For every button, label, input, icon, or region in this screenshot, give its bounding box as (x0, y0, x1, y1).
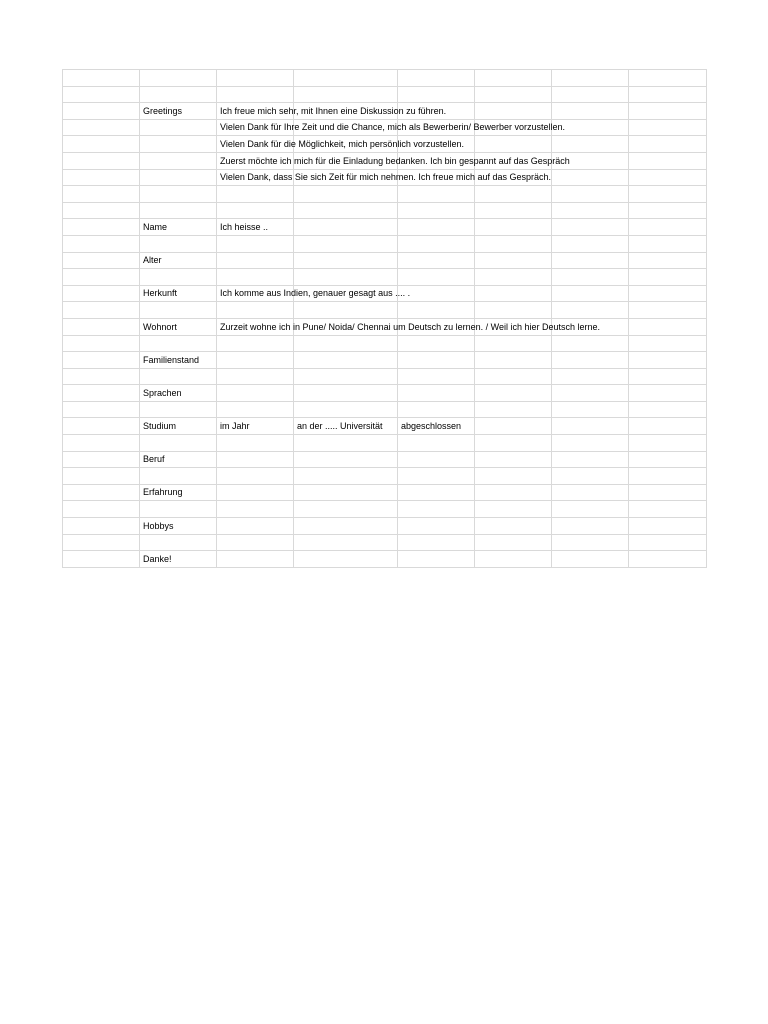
row-text-cell[interactable] (217, 252, 294, 269)
row-label-cell[interactable]: Sprachen (140, 385, 217, 402)
grid-cell[interactable] (398, 335, 475, 352)
grid-cell[interactable] (552, 202, 629, 219)
row-text-cell[interactable] (217, 435, 294, 452)
grid-cell[interactable] (629, 103, 707, 120)
grid-cell[interactable] (294, 501, 398, 518)
grid-cell[interactable] (552, 219, 629, 236)
grid-cell[interactable] (63, 169, 140, 186)
grid-cell[interactable] (629, 501, 707, 518)
row-label-cell[interactable]: Erfahrung (140, 484, 217, 501)
row-text: Vielen Dank für Ihre Zeit und die Chance, mich als Bewerberin/ Bewerber vorzustellen. (220, 122, 566, 133)
grid-cell[interactable] (294, 202, 398, 219)
grid-cell[interactable] (629, 269, 707, 286)
row-text-cell[interactable] (217, 534, 294, 551)
table-row (63, 235, 707, 252)
grid-cell[interactable] (629, 368, 707, 385)
grid-cell[interactable] (398, 484, 475, 501)
grid-cell[interactable] (294, 335, 398, 352)
grid-cell[interactable] (552, 451, 629, 468)
row-text-cell[interactable] (217, 136, 464, 153)
grid-cell[interactable] (294, 468, 398, 485)
grid-cell[interactable] (552, 136, 629, 153)
grid-cell[interactable] (63, 435, 140, 452)
grid-cell[interactable] (63, 302, 140, 319)
grid-cell[interactable] (63, 551, 140, 568)
grid-cell[interactable] (63, 352, 140, 369)
grid-cell[interactable] (398, 385, 475, 402)
grid-cell[interactable] (63, 235, 140, 252)
row-label-cell[interactable]: Familienstand (140, 352, 217, 369)
grid-cell[interactable] (552, 484, 629, 501)
grid-cell[interactable] (63, 451, 140, 468)
grid-cell[interactable] (475, 534, 552, 551)
grid-cell[interactable] (629, 70, 707, 87)
row-text-cell[interactable] (217, 451, 294, 468)
grid-cell[interactable] (294, 86, 398, 103)
row-label-cell[interactable] (140, 70, 217, 87)
grid-cell[interactable] (629, 235, 707, 252)
row-text-cell[interactable] (217, 318, 601, 335)
grid-cell[interactable] (63, 418, 140, 435)
row-label-cell[interactable] (140, 86, 217, 103)
grid-cell[interactable] (294, 252, 398, 269)
row-text-cell[interactable] (217, 368, 294, 385)
grid-cell[interactable] (552, 418, 629, 435)
row-text-cell[interactable] (217, 269, 294, 286)
grid-cell[interactable] (475, 451, 552, 468)
table-row (63, 401, 707, 418)
grid-cell[interactable] (398, 186, 475, 203)
grid-cell[interactable] (475, 435, 552, 452)
table-row (63, 484, 707, 501)
grid-cell[interactable] (398, 551, 475, 568)
grid-cell[interactable] (63, 534, 140, 551)
table-row (63, 318, 707, 335)
grid-cell[interactable] (63, 252, 140, 269)
grid-cell[interactable] (629, 518, 707, 535)
grid-cell[interactable] (552, 385, 629, 402)
row-label-cell[interactable] (140, 136, 217, 153)
grid-cell[interactable] (398, 219, 475, 236)
row-label-cell[interactable]: Herkunft (140, 285, 217, 302)
grid-cell[interactable] (294, 435, 398, 452)
grid-cell[interactable] (629, 119, 707, 136)
row-label-cell[interactable] (140, 468, 217, 485)
grid-cell[interactable] (475, 368, 552, 385)
grid-cell[interactable] (294, 186, 398, 203)
row-label-cell[interactable] (140, 169, 217, 186)
grid-cell[interactable] (398, 202, 475, 219)
grid-cell[interactable] (294, 269, 398, 286)
grid-body (63, 70, 707, 568)
grid-cell[interactable] (63, 335, 140, 352)
grid-cell[interactable] (552, 368, 629, 385)
row-text: im Jahr (220, 421, 250, 432)
grid-cell[interactable] (294, 518, 398, 535)
grid-cell[interactable] (629, 484, 707, 501)
grid-cell[interactable] (475, 501, 552, 518)
grid-cell[interactable] (63, 401, 140, 418)
table-row (63, 435, 707, 452)
grid-cell[interactable] (552, 186, 629, 203)
row-label-cell[interactable]: Danke! (140, 551, 217, 568)
row-label-cell[interactable] (140, 186, 217, 203)
grid-cell[interactable] (63, 368, 140, 385)
grid-cell[interactable] (629, 169, 707, 186)
table-row (63, 202, 707, 219)
grid-cell[interactable] (294, 70, 398, 87)
grid-cell[interactable] (63, 518, 140, 535)
grid-cell[interactable] (294, 368, 398, 385)
grid-cell[interactable] (294, 219, 398, 236)
grid-cell[interactable] (475, 269, 552, 286)
grid-cell[interactable] (294, 534, 398, 551)
grid-cell[interactable] (63, 385, 140, 402)
row-label-cell[interactable] (140, 335, 217, 352)
row-text-cell[interactable] (217, 285, 411, 302)
grid-cell[interactable] (294, 551, 398, 568)
spreadsheet-sheet (62, 69, 706, 568)
row-text-cell[interactable] (217, 186, 294, 203)
grid-cell[interactable] (63, 86, 140, 103)
grid-cell[interactable] (398, 70, 475, 87)
row-text: Ich komme aus Indien, genauer gesagt aus .... . (220, 288, 411, 299)
grid-cell[interactable] (294, 484, 398, 501)
table-row (63, 451, 707, 468)
grid-cell[interactable] (629, 418, 707, 435)
grid-cell[interactable] (475, 136, 552, 153)
grid-cell[interactable] (629, 186, 707, 203)
grid-cell[interactable] (629, 451, 707, 468)
table-row (63, 86, 707, 103)
row-label-cell[interactable]: Wohnort (140, 318, 217, 335)
grid-cell[interactable] (629, 435, 707, 452)
row-text-cell[interactable] (217, 501, 294, 518)
row-text: Vielen Dank für die Möglichkeit, mich persönlich vorzustellen. (220, 138, 464, 149)
grid-cell[interactable] (629, 385, 707, 402)
row-text-cell[interactable] (217, 119, 566, 136)
row-text-cell[interactable] (217, 219, 294, 236)
grid-cell[interactable] (629, 302, 707, 319)
row-label-cell[interactable] (140, 368, 217, 385)
row-label-cell[interactable]: Hobbys (140, 518, 217, 535)
row-label-cell[interactable]: Studium (140, 418, 217, 435)
grid-cell[interactable] (552, 518, 629, 535)
grid-cell[interactable] (63, 269, 140, 286)
grid-cell[interactable] (552, 352, 629, 369)
grid-cell[interactable] (294, 352, 398, 369)
grid-cell[interactable] (398, 302, 475, 319)
grid-cell[interactable] (475, 235, 552, 252)
grid-cell[interactable] (475, 518, 552, 535)
table-row (63, 534, 707, 551)
row-label-cell[interactable] (140, 269, 217, 286)
grid-cell[interactable] (398, 252, 475, 269)
row-text: Vielen Dank, dass Sie sich Zeit für mich nehmen. Ich freue mich auf das Gespräch. (220, 172, 551, 183)
row-col4-cell[interactable]: abgeschlossen (398, 418, 475, 435)
row-text-cell[interactable] (217, 152, 570, 169)
grid-cell[interactable] (63, 468, 140, 485)
grid-cell[interactable] (475, 484, 552, 501)
grid-cell[interactable] (63, 136, 140, 153)
grid-cell[interactable] (629, 335, 707, 352)
row-label-cell[interactable] (140, 401, 217, 418)
grid-cell[interactable] (63, 219, 140, 236)
grid-cell[interactable] (629, 534, 707, 551)
grid-cell[interactable] (552, 302, 629, 319)
table-row (63, 468, 707, 485)
table-row (63, 368, 707, 385)
grid-cell[interactable] (552, 401, 629, 418)
table-row (63, 219, 707, 236)
table-row (63, 285, 707, 302)
row-text-cell[interactable] (217, 551, 294, 568)
row-label-cell[interactable] (140, 119, 217, 136)
grid-cell[interactable] (398, 451, 475, 468)
row-label-cell[interactable]: Name (140, 219, 217, 236)
grid-cell[interactable] (629, 152, 707, 169)
grid-cell[interactable] (63, 119, 140, 136)
row-label-cell[interactable] (140, 235, 217, 252)
grid-cell[interactable] (475, 70, 552, 87)
grid-cell[interactable] (294, 385, 398, 402)
row-text-cell[interactable] (217, 385, 294, 402)
grid-cell[interactable] (552, 285, 629, 302)
grid-cell[interactable] (63, 501, 140, 518)
grid-cell[interactable] (398, 269, 475, 286)
table-row (63, 186, 707, 203)
row-text: Zurzeit wohne ich in Pune/ Noida/ Chennai um Deutsch zu lernen. / Weil ich hier Deutsch lerne. (220, 321, 601, 332)
row-label-cell[interactable] (140, 501, 217, 518)
grid-cell[interactable] (475, 302, 552, 319)
row-text-cell[interactable] (217, 484, 294, 501)
row-text-cell[interactable] (217, 468, 294, 485)
grid-cell[interactable] (294, 302, 398, 319)
grid-cell[interactable] (398, 352, 475, 369)
grid-cell[interactable] (629, 468, 707, 485)
table-row (63, 152, 707, 169)
grid-cell[interactable] (552, 468, 629, 485)
grid-cell[interactable] (629, 285, 707, 302)
grid-cell[interactable] (629, 551, 707, 568)
grid-cell[interactable] (398, 518, 475, 535)
row-text-cell[interactable] (217, 352, 294, 369)
grid-cell[interactable] (398, 501, 475, 518)
grid-cell[interactable] (475, 186, 552, 203)
grid-cell[interactable] (629, 252, 707, 269)
row-label-cell[interactable] (140, 202, 217, 219)
grid-cell[interactable] (63, 70, 140, 87)
grid-cell[interactable] (552, 534, 629, 551)
row-text-cell[interactable] (217, 235, 294, 252)
grid-cell[interactable] (475, 252, 552, 269)
grid-cell[interactable] (398, 401, 475, 418)
table-row (63, 385, 707, 402)
table-row (63, 252, 707, 269)
table-row (63, 335, 707, 352)
grid-cell[interactable] (475, 468, 552, 485)
grid-cell[interactable] (398, 534, 475, 551)
grid-cell[interactable] (475, 103, 552, 120)
table-row (63, 269, 707, 286)
grid-cell[interactable] (552, 335, 629, 352)
grid-cell[interactable] (398, 368, 475, 385)
grid-cell[interactable] (552, 169, 629, 186)
grid-cell[interactable] (475, 352, 552, 369)
grid-cell[interactable] (63, 202, 140, 219)
grid-cell[interactable] (294, 451, 398, 468)
table-row (63, 119, 707, 136)
table-row (63, 103, 707, 120)
grid-cell[interactable] (629, 136, 707, 153)
grid-cell[interactable] (475, 285, 552, 302)
row-text-cell[interactable] (217, 103, 447, 120)
grid-cell[interactable] (294, 401, 398, 418)
table-row (63, 70, 707, 87)
grid-cell[interactable] (294, 235, 398, 252)
grid-cell[interactable] (552, 435, 629, 452)
table-row (63, 136, 707, 153)
grid-cell[interactable] (629, 401, 707, 418)
row-text-cell[interactable] (217, 169, 551, 186)
grid-cell[interactable] (475, 219, 552, 236)
row-text-cell[interactable] (217, 70, 294, 87)
table-row (63, 169, 707, 186)
grid-cell[interactable] (629, 219, 707, 236)
grid-cell[interactable] (629, 86, 707, 103)
row-label-cell[interactable] (140, 534, 217, 551)
row-text-cell[interactable] (217, 86, 294, 103)
grid-cell[interactable] (475, 418, 552, 435)
row-text-cell[interactable] (217, 418, 294, 435)
grid-cell[interactable] (552, 235, 629, 252)
row-text: Ich freue mich sehr, mit Ihnen eine Diskussion zu führen. (220, 105, 447, 116)
grid-cell[interactable] (552, 501, 629, 518)
table-row (63, 352, 707, 369)
grid-cell[interactable] (475, 401, 552, 418)
grid-cell[interactable] (629, 318, 707, 335)
table-row (63, 418, 707, 435)
table-row (63, 302, 707, 319)
grid-cell[interactable] (63, 285, 140, 302)
grid-cell[interactable] (63, 484, 140, 501)
grid-cell[interactable] (398, 235, 475, 252)
row-text-cell[interactable] (217, 401, 294, 418)
grid-cell[interactable] (552, 551, 629, 568)
table-row (63, 518, 707, 535)
row-text: Zuerst möchte ich mich für die Einladung bedanken. Ich bin gespannt auf das Gespräch (220, 155, 570, 166)
row-text-cell[interactable] (217, 302, 294, 319)
grid-cell[interactable] (475, 86, 552, 103)
grid-cell[interactable] (63, 152, 140, 169)
grid-cell[interactable] (552, 86, 629, 103)
row-text-cell[interactable] (217, 518, 294, 535)
grid-cell[interactable] (552, 103, 629, 120)
row-text: Ich heisse .. (220, 221, 269, 232)
row-text-cell[interactable] (217, 335, 294, 352)
grid-cell[interactable] (398, 435, 475, 452)
row-label-cell[interactable] (140, 302, 217, 319)
spreadsheet-grid (62, 69, 707, 568)
row-label-cell[interactable]: Beruf (140, 451, 217, 468)
grid-cell[interactable] (398, 468, 475, 485)
row-label-cell[interactable] (140, 435, 217, 452)
table-row (63, 501, 707, 518)
grid-cell[interactable] (629, 352, 707, 369)
row-text-cell[interactable] (217, 202, 294, 219)
grid-cell[interactable] (63, 318, 140, 335)
row-label-cell[interactable]: Alter (140, 252, 217, 269)
grid-cell[interactable] (475, 385, 552, 402)
grid-cell[interactable] (63, 103, 140, 120)
grid-cell[interactable] (63, 186, 140, 203)
row-label-cell[interactable] (140, 152, 217, 169)
table-row (63, 551, 707, 568)
grid-cell[interactable] (475, 551, 552, 568)
grid-cell[interactable] (475, 202, 552, 219)
row-label-cell[interactable]: Greetings (140, 103, 217, 120)
grid-cell[interactable] (475, 335, 552, 352)
grid-cell[interactable] (629, 202, 707, 219)
grid-cell[interactable] (552, 70, 629, 87)
row-col3-cell[interactable]: an der ..... Universität (294, 418, 398, 435)
grid-cell[interactable] (398, 86, 475, 103)
grid-cell[interactable] (552, 269, 629, 286)
grid-cell[interactable] (552, 252, 629, 269)
